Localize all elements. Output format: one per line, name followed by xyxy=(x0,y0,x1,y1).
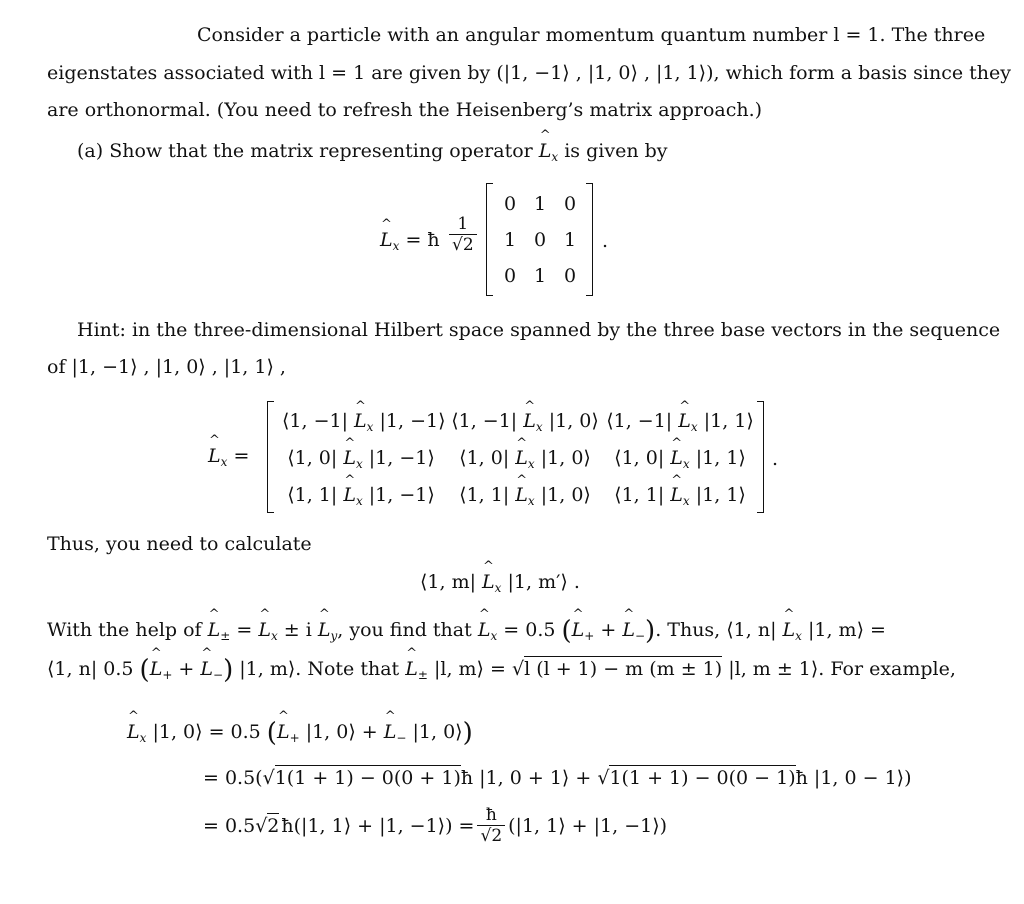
matrix-1-operator: ^ L xyxy=(380,228,393,252)
operator-sub: x xyxy=(270,629,278,643)
help-text: |1, m⟩. Note that xyxy=(239,658,400,680)
element-operator: ^ L xyxy=(515,484,528,506)
sqrt-sign: √ xyxy=(255,814,268,837)
fraction-denominator: √2 xyxy=(449,234,477,255)
paren: ) xyxy=(462,718,473,748)
element-ket: |1, 0⟩ xyxy=(548,410,599,432)
part-a-tail: is given by xyxy=(564,140,668,162)
matrix-2-lhs xyxy=(208,444,249,474)
element-ket: |1, 0⟩ xyxy=(540,447,591,469)
paren: ( xyxy=(561,616,572,646)
help-line-1 xyxy=(47,618,943,648)
operator-l: ^ L xyxy=(622,618,635,642)
matrix-2-prefix: = xyxy=(233,445,250,467)
sqrt-expression xyxy=(512,656,722,680)
part-a-text: (a) Show that the matrix representing operator xyxy=(77,140,533,162)
element-operator: ^ L xyxy=(515,447,528,469)
element-ket: |1, 0⟩ xyxy=(540,484,591,506)
element-operator-sub: x xyxy=(527,457,535,471)
matrix-1-cell: 0 xyxy=(563,193,577,215)
sqrt-expression xyxy=(597,765,795,789)
intro-line-3: are orthonormal. (You need to refresh the Heisenberg’s matrix approach.) xyxy=(47,99,763,121)
example-text: = 0.5( xyxy=(203,767,263,789)
operator-l: ^ L xyxy=(318,618,331,642)
fraction-numerator: 1 xyxy=(457,214,469,234)
operator-l: ^ L xyxy=(277,720,290,744)
matrix-2-right-bracket xyxy=(757,401,764,513)
element-operator: ^ L xyxy=(343,447,356,469)
operator-sub: ± xyxy=(417,668,428,682)
help-text: |1, m⟩ = xyxy=(807,619,886,641)
element-operator: ^ L xyxy=(343,484,356,506)
element-bra: ⟨1, −1| xyxy=(606,410,673,432)
matrix-1-operator-sub: x xyxy=(392,239,400,253)
element-operator-sub: x xyxy=(682,494,690,508)
paren: ) xyxy=(223,655,234,685)
example-row-2 xyxy=(203,766,912,790)
example-text: ħ |1, 0 − 1⟩) xyxy=(795,767,912,789)
part-a-line xyxy=(77,139,973,169)
sqrt-sign: √ xyxy=(511,658,525,680)
hbar-over-root2 xyxy=(477,805,505,846)
calc-operator-sub: x xyxy=(494,581,502,595)
example-text: |1, 0⟩ + xyxy=(305,721,378,743)
element-ket: |1, 1⟩ xyxy=(703,410,754,432)
example-text: |1, 0⟩ = 0.5 xyxy=(152,721,261,743)
element-ket: |1, −1⟩ xyxy=(379,410,446,432)
matrix-1-cell: 0 xyxy=(533,229,547,251)
sqrt-radicand: 1(1 + 1) − 0(0 − 1) xyxy=(609,767,796,789)
sqrt-expression xyxy=(263,765,461,789)
element-bra: ⟨1, −1| xyxy=(451,410,518,432)
element-operator-sub: x xyxy=(366,420,374,434)
fraction-denominator: √2 xyxy=(477,825,505,846)
element-operator: ^ L xyxy=(678,410,691,432)
plus-sign: + xyxy=(600,619,617,641)
operator-l: ^ L xyxy=(384,720,397,744)
element-bra: ⟨1, 1| xyxy=(287,484,338,506)
paren: ) xyxy=(645,616,656,646)
help-text: = 0.5 xyxy=(503,619,556,641)
operator-l: ^ L xyxy=(150,657,163,681)
element-bra: ⟨1, 1| xyxy=(459,484,510,506)
help-text: |l, m⟩ = xyxy=(433,658,506,680)
hint-line-1: Hint: in the three-dimensional Hilbert space spanned by the three base vectors in the sequence xyxy=(77,319,1001,341)
matrix-1-cell: 1 xyxy=(533,193,547,215)
element-bra: ⟨1, 0| xyxy=(614,447,665,469)
calc-ket: |1, m′⟩ . xyxy=(507,571,580,593)
calc-operator: ^ L xyxy=(482,570,495,594)
element-operator-sub: x xyxy=(690,420,698,434)
help-line-2 xyxy=(47,655,956,687)
operator-sub: − xyxy=(396,731,407,745)
sqrt-expression xyxy=(255,815,279,837)
matrix-2-element xyxy=(450,447,600,471)
element-bra: ⟨1, 0| xyxy=(287,447,338,469)
matrix-2-element xyxy=(606,484,754,508)
help-text: ⟨1, n| 0.5 xyxy=(47,658,134,680)
operator-sub: + xyxy=(289,731,300,745)
operator-l: ^ L xyxy=(783,618,796,642)
matrix-2-element xyxy=(282,484,440,508)
intro-line-1: Consider a particle with an angular momentum quantum number l = 1. The three xyxy=(197,24,986,46)
element-operator-sub: x xyxy=(527,494,535,508)
matrix-1-right-bracket xyxy=(586,183,593,296)
matrix-2-element xyxy=(450,484,600,508)
operator-lx-sub: x xyxy=(551,150,559,164)
operator-sub: + xyxy=(162,668,173,682)
calc-text: Thus, you need to calculate xyxy=(47,533,312,555)
matrix-1-cell: 0 xyxy=(503,265,517,287)
calc-element xyxy=(420,570,580,600)
hint-line-2: of |1, −1⟩ , |1, 0⟩ , |1, 1⟩ , xyxy=(47,356,286,378)
operator-sub: x xyxy=(139,731,147,745)
help-text: With the help of xyxy=(47,619,202,641)
element-bra: ⟨1, 0| xyxy=(459,447,510,469)
operator-sub: x xyxy=(490,629,498,643)
fraction-numerator: ħ xyxy=(485,805,497,825)
example-row-3 xyxy=(203,805,667,846)
matrix-1-cell: 0 xyxy=(563,265,577,287)
matrix-2-element xyxy=(282,410,446,434)
paren: ( xyxy=(139,655,150,685)
element-operator-sub: x xyxy=(682,457,690,471)
element-operator: ^ L xyxy=(670,484,683,506)
matrix-2-operator: ^ L xyxy=(208,444,221,468)
operator-sub: − xyxy=(634,629,646,643)
matrix-2-element xyxy=(450,410,600,434)
calc-bra: ⟨1, m| xyxy=(420,571,476,593)
element-bra: ⟨1, −1| xyxy=(282,410,348,432)
sqrt-sign: √ xyxy=(597,767,610,789)
matrix-1-cell: 1 xyxy=(503,229,517,251)
paren: ( xyxy=(266,718,277,748)
example-text: ħ |1, 0 + 1⟩ + xyxy=(460,767,592,789)
sqrt-radicand: l (l + 1) − m (m ± 1) xyxy=(524,658,723,680)
matrix-2-left-bracket xyxy=(267,401,274,513)
matrix-1-lhs xyxy=(380,228,440,258)
sqrt-radicand: 2 xyxy=(267,814,280,837)
matrix-2-operator-sub: x xyxy=(220,455,228,469)
element-ket: |1, 1⟩ xyxy=(695,484,746,506)
element-bra: ⟨1, 1| xyxy=(614,484,665,506)
matrix-1-cell: 1 xyxy=(563,229,577,251)
help-text: . Thus, ⟨1, n| xyxy=(655,619,777,641)
help-text: |l, m ± 1⟩. For example, xyxy=(728,658,956,680)
matrix-2-element xyxy=(606,447,754,471)
sqrt-sign: √ xyxy=(262,767,275,789)
element-ket: |1, 1⟩ xyxy=(695,447,746,469)
operator-l: ^ L xyxy=(127,720,140,744)
help-text: = xyxy=(236,619,253,641)
example-text: (|1, 1⟩ + |1, −1⟩) xyxy=(508,814,668,837)
matrix-1-cell: 0 xyxy=(503,193,517,215)
operator-sub: − xyxy=(213,668,224,682)
element-operator: ^ L xyxy=(523,410,536,432)
operator-sub: ± xyxy=(220,629,231,643)
operator-sub: + xyxy=(584,629,595,643)
help-text: ± i xyxy=(283,619,312,641)
matrix-1-end: . xyxy=(602,230,609,252)
matrix-2-element xyxy=(606,410,754,434)
operator-sub: x xyxy=(795,629,802,643)
operator-l: ^ L xyxy=(258,618,271,642)
element-ket: |1, −1⟩ xyxy=(368,484,435,506)
matrix-2-element xyxy=(282,447,440,471)
sqrt-radicand: 1(1 + 1) − 0(0 + 1) xyxy=(274,767,461,789)
operator-l: ^ L xyxy=(200,657,213,681)
matrix-1-left-bracket xyxy=(486,183,493,296)
intro-line-2: eigenstates associated with l = 1 are given by (|1, −1⟩ , |1, 0⟩ , |1, 1⟩), which form a basis since they xyxy=(47,62,1012,84)
matrix-2-end: . xyxy=(772,448,779,470)
element-operator: ^ L xyxy=(670,447,683,469)
element-operator-sub: x xyxy=(355,457,363,471)
example-text: = 0.5 xyxy=(203,814,256,837)
matrix-1-fraction xyxy=(446,214,480,255)
one-over-root2 xyxy=(449,214,477,255)
matrix-1-cell: 1 xyxy=(533,265,547,287)
operator-lx: ^ L xyxy=(539,139,552,163)
operator-l: ^ L xyxy=(478,618,491,642)
plus-sign: + xyxy=(178,658,195,680)
example-row-1 xyxy=(127,720,473,750)
operator-l: ^ L xyxy=(208,618,221,642)
element-operator-sub: x xyxy=(355,494,363,508)
matrix-1-prefix: = ħ xyxy=(405,229,440,251)
help-text: , you find that xyxy=(337,619,472,641)
example-text: ħ(|1, 1⟩ + |1, −1⟩) = xyxy=(281,814,475,837)
element-ket: |1, −1⟩ xyxy=(368,447,435,469)
example-text: |1, 0⟩ xyxy=(412,721,463,743)
operator-l: ^ L xyxy=(405,657,418,681)
operator-l: ^ L xyxy=(572,618,585,642)
element-operator-sub: x xyxy=(535,420,543,434)
element-operator: ^ L xyxy=(354,410,367,432)
operator-sub: y xyxy=(330,629,338,643)
